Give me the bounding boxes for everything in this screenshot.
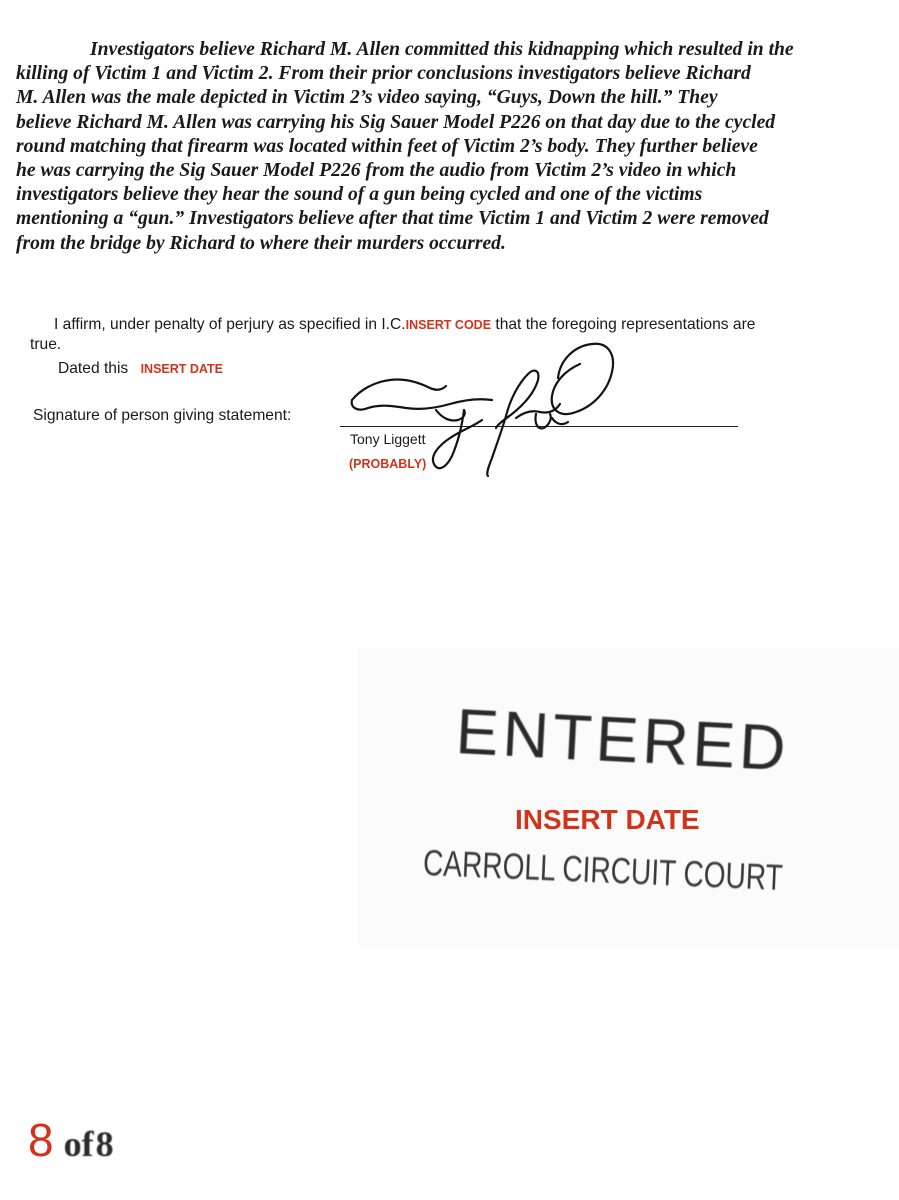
dated-label: Dated this (58, 360, 129, 377)
paragraph-line: investigators believe they hear the sound of a gun being cycled and one of the victims (16, 184, 703, 206)
paragraph-line: round matching that firearm was located within feet of Victim 2’s body. They further believe (16, 135, 758, 157)
insert-date-annotation: INSERT DATE (140, 362, 223, 376)
statement-paragraph (16, 38, 884, 256)
dated-line (58, 360, 223, 378)
stamp-insert-date: INSERT DATE (515, 804, 700, 835)
page-total: 8 (95, 1124, 114, 1164)
paragraph-line: mentioning a “gun.” Investigators believe after that time Victim 1 and Victim 2 were removed (16, 208, 769, 230)
affirmation-line-2: true. (30, 336, 62, 353)
entered-stamp: ENTERED (454, 694, 792, 785)
stamp-background (358, 648, 899, 948)
paragraph-line: believe Richard M. Allen was carrying his Sig Sauer Model P226 on that day due to the cycled (16, 111, 776, 133)
paragraph-line: M. Allen was the male depicted in Victim 2’s video saying, “Guys, Down the hill.” They (16, 87, 718, 109)
signer-note: (PROBABLY) (349, 457, 427, 471)
paragraph-line: Investigators believe Richard M. Allen committed this kidnapping which resulted in the (90, 39, 794, 60)
paragraph-line: he was carrying the Sig Sauer Model P226 from the audio from Victim 2’s video in which (16, 160, 737, 182)
page-current: 8 (28, 1114, 54, 1166)
signature-label: Signature of person giving statement: (33, 407, 292, 424)
paragraph-line: killing of Victim 1 and Victim 2. From their prior conclusions investigators believe Richard (16, 63, 751, 85)
affirmation-prefix: I affirm, under penalty of perjury as specified in I.C. (54, 316, 406, 333)
page-number (28, 1113, 114, 1167)
paragraph-line: from the bridge by Richard to where their murders occurred. (16, 232, 506, 254)
affirmation-line (30, 315, 890, 335)
court-stamp: CARROLL CIRCUIT COURT (422, 842, 784, 899)
insert-code-annotation: INSERT CODE (405, 318, 492, 332)
signer-name: Tony Liggett (350, 431, 426, 447)
page-of: of (63, 1124, 94, 1164)
affirmation-suffix: that the foregoing representations are (491, 316, 756, 333)
